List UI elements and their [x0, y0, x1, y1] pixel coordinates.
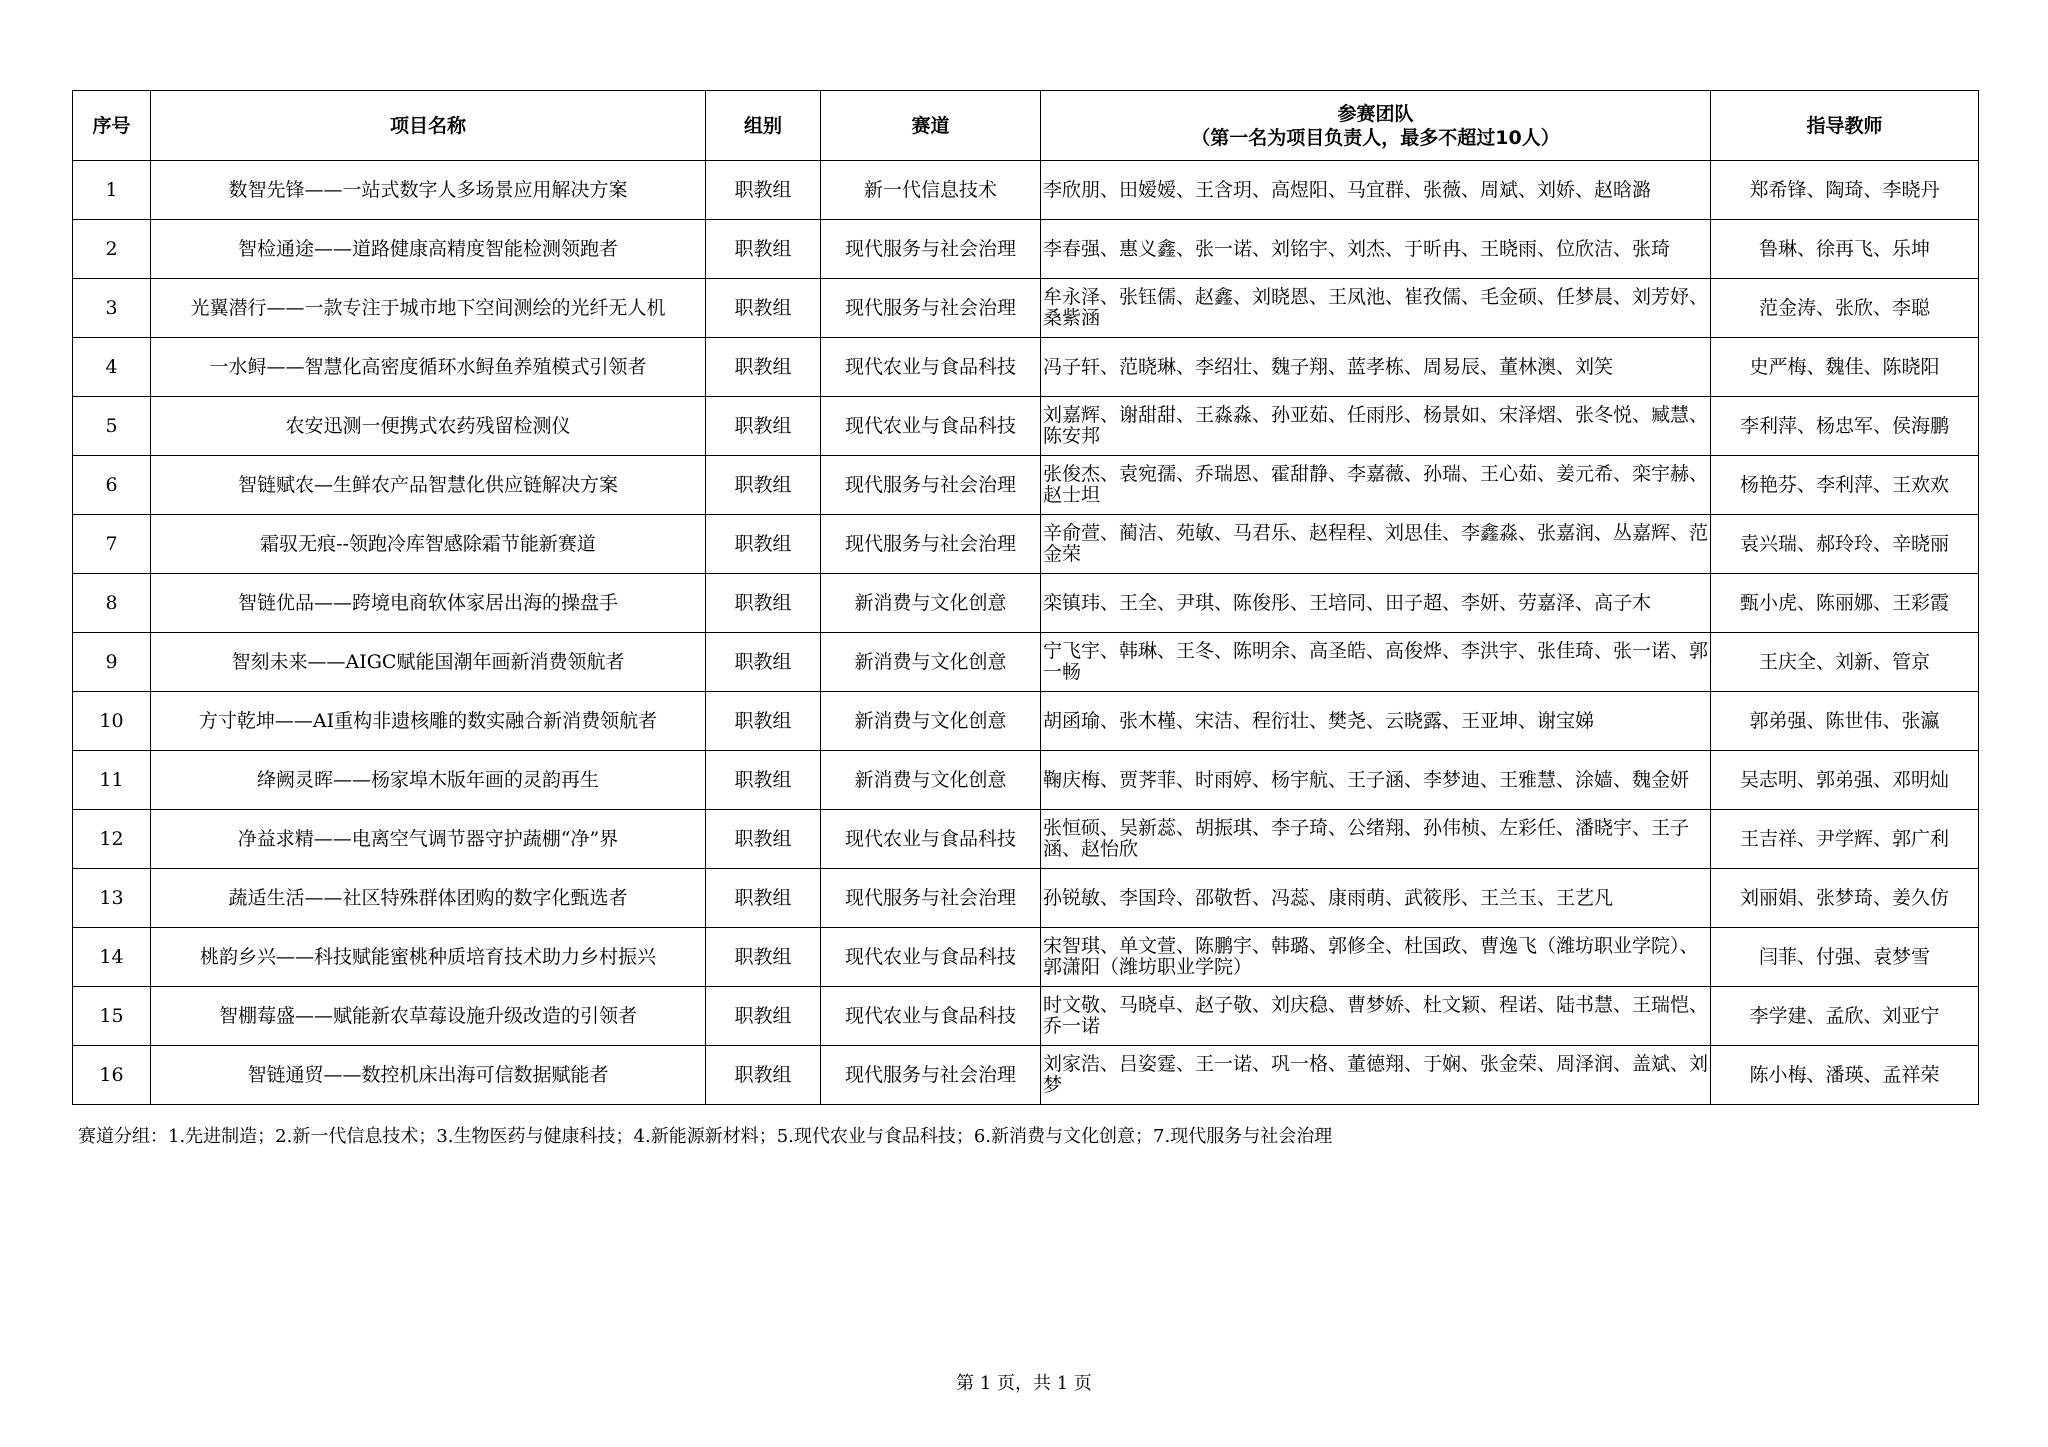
table-header [73, 91, 1979, 161]
cell-project-name: 方寸乾坤——AI重构非遗核雕的数实融合新消费领航者 [151, 692, 706, 751]
cell-group: 职教组 [706, 338, 821, 397]
cell-track: 现代农业与食品科技 [821, 928, 1041, 987]
table-row [73, 220, 1979, 279]
table-row [73, 633, 1979, 692]
cell-track: 现代农业与食品科技 [821, 338, 1041, 397]
header-group: 组别 [706, 91, 821, 161]
cell-project-name: 智链赋农—生鲜农产品智慧化供应链解决方案 [151, 456, 706, 515]
cell-index: 6 [73, 456, 151, 515]
cell-group: 职教组 [706, 1046, 821, 1105]
project-table [72, 90, 1979, 1105]
cell-teachers: 闫菲、付强、袁梦雪 [1711, 928, 1979, 987]
table-row [73, 987, 1979, 1046]
cell-teachers: 刘丽娟、张梦琦、姜久仿 [1711, 869, 1979, 928]
cell-group: 职教组 [706, 810, 821, 869]
table-body [73, 161, 1979, 1105]
page-footer: 第 1 页，共 1 页 [956, 1373, 1092, 1394]
cell-teachers: 杨艳芬、李利萍、王欢欢 [1711, 456, 1979, 515]
cell-project-name: 一水鲟——智慧化高密度循环水鲟鱼养殖模式引领者 [151, 338, 706, 397]
cell-project-name: 智链通贸——数控机床出海可信数据赋能者 [151, 1046, 706, 1105]
cell-track: 现代服务与社会治理 [821, 515, 1041, 574]
cell-project-name: 数智先锋——一站式数字人多场景应用解决方案 [151, 161, 706, 220]
cell-index: 13 [73, 869, 151, 928]
cell-team: 冯子轩、范晓琳、李绍壮、魏子翔、蓝孝栋、周易辰、董林澳、刘笑 [1041, 338, 1711, 397]
cell-team: 辛俞萱、蔺洁、苑敏、马君乐、赵程程、刘思佳、李鑫淼、张嘉润、丛嘉辉、范金荣 [1041, 515, 1711, 574]
table-row [73, 928, 1979, 987]
cell-team: 牟永泽、张钰儒、赵鑫、刘晓恩、王凤池、崔孜儒、毛金硕、任梦晨、刘芳妤、桑紫涵 [1041, 279, 1711, 338]
table-row [73, 574, 1979, 633]
cell-team: 张恒硕、吴新蕊、胡振琪、李子琦、公绪翔、孙伟桢、左彩任、潘晓宇、王子涵、赵怡欣 [1041, 810, 1711, 869]
cell-project-name: 智链优品——跨境电商软体家居出海的操盘手 [151, 574, 706, 633]
table-row [73, 279, 1979, 338]
table-row [73, 692, 1979, 751]
cell-group: 职教组 [706, 692, 821, 751]
cell-team: 胡函瑜、张木槿、宋洁、程衍壮、樊尧、云晓露、王亚坤、谢宝娣 [1041, 692, 1711, 751]
cell-track: 现代服务与社会治理 [821, 869, 1041, 928]
cell-project-name: 霜驭无痕--领跑冷库智感除霜节能新赛道 [151, 515, 706, 574]
table-row [73, 338, 1979, 397]
cell-index: 4 [73, 338, 151, 397]
cell-group: 职教组 [706, 751, 821, 810]
cell-teachers: 郑希锋、陶琦、李晓丹 [1711, 161, 1979, 220]
cell-track: 新消费与文化创意 [821, 692, 1041, 751]
cell-group: 职教组 [706, 515, 821, 574]
cell-group: 职教组 [706, 633, 821, 692]
cell-teachers: 李利萍、杨忠军、侯海鹏 [1711, 397, 1979, 456]
header-team-note: （第一名为项目负责人，最多不超过10人） [1191, 126, 1560, 149]
cell-teachers: 王庆全、刘新、管京 [1711, 633, 1979, 692]
cell-project-name: 净益求精——电离空气调节器守护蔬棚“净”界 [151, 810, 706, 869]
table-row [73, 1046, 1979, 1105]
cell-team: 宋智琪、单文萱、陈鹏宇、韩璐、郭修全、杜国政、曹逸飞（潍坊职业学院）、郭潇阳（潍坊职业学院） [1041, 928, 1711, 987]
cell-group: 职教组 [706, 869, 821, 928]
cell-track: 现代服务与社会治理 [821, 220, 1041, 279]
cell-index: 11 [73, 751, 151, 810]
table-row [73, 515, 1979, 574]
cell-group: 职教组 [706, 279, 821, 338]
header-track: 赛道 [821, 91, 1041, 161]
cell-team: 张俊杰、袁宛孺、乔瑞恩、霍甜静、李嘉薇、孙瑞、王心茹、姜元希、栾宇赫、赵士坦 [1041, 456, 1711, 515]
cell-index: 10 [73, 692, 151, 751]
cell-index: 12 [73, 810, 151, 869]
cell-teachers: 袁兴瑞、郝玲玲、辛晓丽 [1711, 515, 1979, 574]
table-row [73, 397, 1979, 456]
table-row [73, 810, 1979, 869]
cell-index: 3 [73, 279, 151, 338]
header-team-title: 参赛团队 [1337, 102, 1414, 125]
cell-team: 孙锐敏、李国玲、邵敬哲、冯蕊、康雨萌、武筱彤、王兰玉、王艺凡 [1041, 869, 1711, 928]
cell-group: 职教组 [706, 987, 821, 1046]
cell-group: 职教组 [706, 220, 821, 279]
cell-index: 9 [73, 633, 151, 692]
cell-track: 现代服务与社会治理 [821, 279, 1041, 338]
cell-teachers: 鲁琳、徐再飞、乐坤 [1711, 220, 1979, 279]
cell-team: 鞠庆梅、贾荠菲、时雨婷、杨宇航、王子涵、李梦迪、王雅慧、涂嫱、魏金妍 [1041, 751, 1711, 810]
cell-index: 2 [73, 220, 151, 279]
cell-teachers: 陈小梅、潘瑛、孟祥荣 [1711, 1046, 1979, 1105]
cell-teachers: 李学建、孟欣、刘亚宁 [1711, 987, 1979, 1046]
cell-team: 刘嘉辉、谢甜甜、王淼淼、孙亚茹、任雨彤、杨景如、宋泽熠、张冬悦、臧慧、陈安邦 [1041, 397, 1711, 456]
header-teachers: 指导教师 [1711, 91, 1979, 161]
cell-track: 现代服务与社会治理 [821, 456, 1041, 515]
table-row [73, 869, 1979, 928]
cell-teachers: 王吉祥、尹学辉、郭广利 [1711, 810, 1979, 869]
cell-index: 16 [73, 1046, 151, 1105]
cell-track: 新消费与文化创意 [821, 574, 1041, 633]
cell-team: 李春强、惠义鑫、张一诺、刘铭宇、刘杰、于昕冉、王晓雨、位欣洁、张琦 [1041, 220, 1711, 279]
cell-team: 宁飞宇、韩琳、王冬、陈明余、高圣皓、高俊烨、李洪宇、张佳琦、张一诺、郭一畅 [1041, 633, 1711, 692]
cell-track: 新消费与文化创意 [821, 751, 1041, 810]
cell-index: 1 [73, 161, 151, 220]
cell-project-name: 光翼潜行——一款专注于城市地下空间测绘的光纤无人机 [151, 279, 706, 338]
cell-project-name: 智刻未来——AIGC赋能国潮年画新消费领航者 [151, 633, 706, 692]
cell-track: 新消费与文化创意 [821, 633, 1041, 692]
table-row [73, 161, 1979, 220]
cell-group: 职教组 [706, 161, 821, 220]
table-row [73, 751, 1979, 810]
cell-index: 14 [73, 928, 151, 987]
cell-index: 7 [73, 515, 151, 574]
header-project: 项目名称 [151, 91, 706, 161]
cell-teachers: 郭弟强、陈世伟、张瀛 [1711, 692, 1979, 751]
cell-team: 时文敬、马晓卓、赵子敬、刘庆稳、曹梦娇、杜文颖、程诺、陆书慧、王瑞恺、乔一诺 [1041, 987, 1711, 1046]
cell-track: 现代农业与食品科技 [821, 987, 1041, 1046]
cell-team: 李欣朋、田嫒嫒、王含玥、高煜阳、马宜群、张薇、周斌、刘娇、赵晗潞 [1041, 161, 1711, 220]
cell-track: 现代农业与食品科技 [821, 397, 1041, 456]
cell-team: 刘家浩、吕姿霆、王一诺、巩一格、董德翔、于娴、张金荣、周泽润、盖斌、刘梦 [1041, 1046, 1711, 1105]
cell-project-name: 智检通途——道路健康高精度智能检测领跑者 [151, 220, 706, 279]
cell-teachers: 范金涛、张欣、李聪 [1711, 279, 1979, 338]
cell-project-name: 智棚莓盛——赋能新农草莓设施升级改造的引领者 [151, 987, 706, 1046]
cell-group: 职教组 [706, 928, 821, 987]
cell-track: 现代服务与社会治理 [821, 1046, 1041, 1105]
cell-project-name: 桃韵乡兴——科技赋能蜜桃种质培育技术助力乡村振兴 [151, 928, 706, 987]
cell-project-name: 农安迅测一便携式农药残留检测仪 [151, 397, 706, 456]
cell-project-name: 蔬适生活——社区特殊群体团购的数字化甄选者 [151, 869, 706, 928]
cell-index: 8 [73, 574, 151, 633]
header-index: 序号 [73, 91, 151, 161]
cell-index: 5 [73, 397, 151, 456]
header-team [1041, 91, 1711, 161]
cell-group: 职教组 [706, 574, 821, 633]
cell-teachers: 吴志明、郭弟强、邓明灿 [1711, 751, 1979, 810]
cell-index: 15 [73, 987, 151, 1046]
cell-track: 现代农业与食品科技 [821, 810, 1041, 869]
cell-track: 新一代信息技术 [821, 161, 1041, 220]
cell-teachers: 甄小虎、陈丽娜、王彩霞 [1711, 574, 1979, 633]
cell-teachers: 史严梅、魏佳、陈晓阳 [1711, 338, 1979, 397]
table-row [73, 456, 1979, 515]
cell-group: 职教组 [706, 456, 821, 515]
header-row [73, 91, 1979, 161]
track-footnote: 赛道分组：1.先进制造；2.新一代信息技术；3.生物医药与健康科技；4.新能源新材料；5.现代农业与食品科技；6.新消费与文化创意；7.现代服务与社会治理 [78, 1126, 1333, 1147]
cell-team: 栾镇玮、王全、尹琪、陈俊彤、王培同、田子超、李妍、劳嘉泽、高子木 [1041, 574, 1711, 633]
cell-project-name: 绛阙灵晖——杨家埠木版年画的灵韵再生 [151, 751, 706, 810]
cell-group: 职教组 [706, 397, 821, 456]
